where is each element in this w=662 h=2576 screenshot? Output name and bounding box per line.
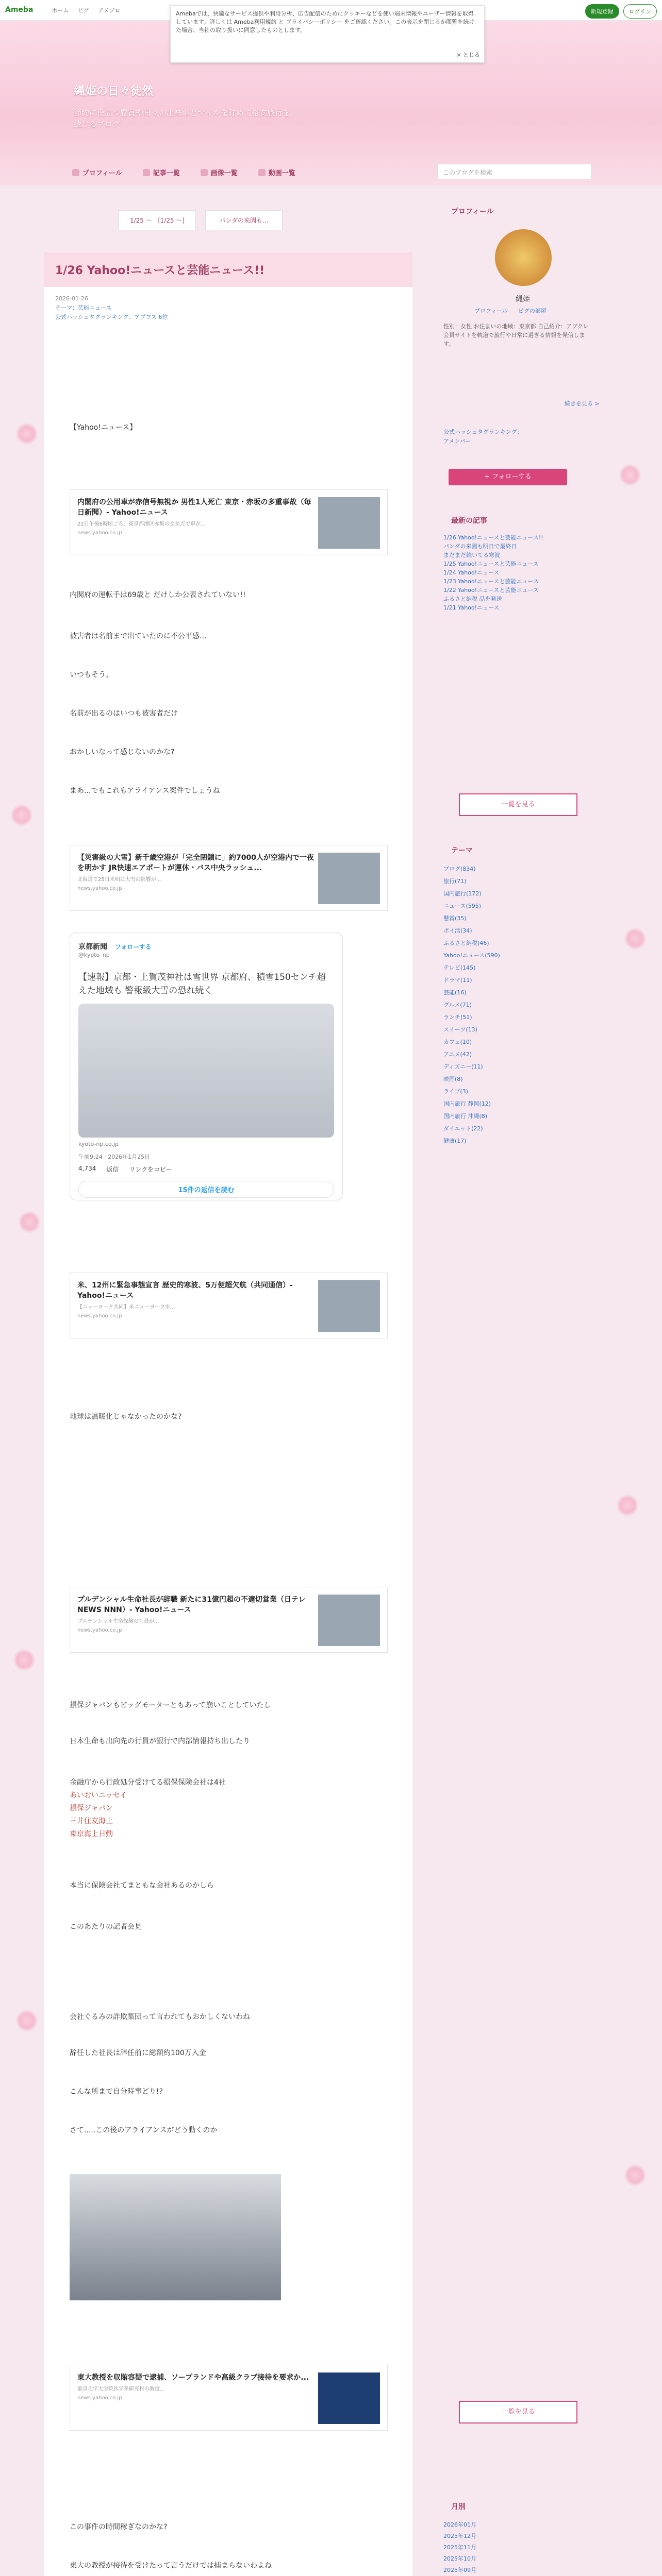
nav-pigg[interactable]: ピグ <box>77 7 89 14</box>
entry-meta <box>44 287 412 329</box>
flower-decoration <box>624 2164 647 2187</box>
theme-item[interactable]: 国内旅行 静岡(12) <box>443 1100 491 1107</box>
news-card[interactable] <box>70 2365 388 2431</box>
list-item: 損保ジャパン <box>70 1804 113 1812</box>
paragraph: 損保ジャパンもビッグモーターともあって崩いことしていたし <box>70 1701 271 1709</box>
news-card-title: プルデンシャル生命社長が辞職 新たに31億円超の不適切営業（日テレNEWS NNN）- Yahoo!ニュース <box>77 1596 306 1614</box>
tweet-timestamp[interactable]: 午前9:24 · 2026年1月25日 <box>78 1154 151 1160</box>
tweet-handle: @kyoto_np <box>78 952 110 958</box>
blog-title[interactable]: 縄姫の日々徒然 <box>74 85 154 98</box>
news-card-thumbnail <box>318 853 380 904</box>
news-card[interactable] <box>70 1273 388 1338</box>
news-card-desc: 北海道で25日未明に大雪の影響が... <box>77 877 161 883</box>
month-list <box>443 2519 583 2576</box>
theme-heading: テーマ <box>451 846 473 855</box>
tweet-like-count[interactable]: 4,734 <box>78 1165 96 1172</box>
tweet-copy-link-button[interactable]: リンクをコピー <box>129 1166 172 1173</box>
ranking-links <box>443 428 522 446</box>
profile-heading: プロフィール <box>451 208 494 216</box>
paragraph: 地球は温暖化じゃなかったのかな? <box>70 1413 182 1421</box>
nav-videos[interactable]: 動画一覧 <box>258 167 295 177</box>
press-conference-image[interactable] <box>70 2174 281 2300</box>
theme-item[interactable]: ランチ(51) <box>443 1014 472 1021</box>
news-card-site: news.yahoo.co.jp <box>77 1313 122 1319</box>
paragraph: 被害者は名前まで出ていたのに不公平感... <box>70 632 207 640</box>
blog-description: 節約に役立つ懸賞や日々の出来事とマイルを貯めて格安旅行を続けるブログ <box>74 108 290 129</box>
recent-item[interactable]: まだまだ続いてる寒波 <box>443 552 500 558</box>
month-item[interactable]: 2025年10月 <box>443 2555 476 2562</box>
avatar[interactable] <box>495 229 552 286</box>
cookie-notice-text: Amebaでは、快適なサービス提供や利用分析、広告配信のためにクッキーなどを使い端末情報やユーザー情報を取得しています。詳しくは Ameba利用規約 と プライバシーポリシー をご確認ください。この表示を閉じるか閲覧を続けた場合、当社の取り扱いに同意したものとします。 <box>176 10 475 33</box>
theme-list <box>443 863 583 1147</box>
news-card-thumbnail <box>318 1280 380 1332</box>
ameba-logo[interactable]: Ameba <box>5 6 34 14</box>
flower-decoration <box>616 1494 639 1517</box>
tweet-image[interactable] <box>78 1004 334 1138</box>
profile-bio: 性別：女性 お住まいの地域：東京都 自己紹介：アブクレ会員サイトを軌道で旅行や日常に過ぎる情報を発信します。 <box>443 323 589 347</box>
paragraph: まあ...でもこれもアライアンス案件でしょうね <box>70 787 220 795</box>
monthly-heading: 月別 <box>451 2503 466 2511</box>
news-card-title: 【災害級の大雪】新千歳空港が「完全閉鎖に」約7000人が空港内で一夜を明かす JR快速エアポートが運休・バス中央ラッシュ... <box>77 854 314 872</box>
profile-icon <box>72 169 79 176</box>
news-card-title: 東大教授を収賄容疑で逮捕、ソープランドや高級クラブ接待を要求か... <box>77 2374 309 2382</box>
theme-more-button[interactable]: 一覧を見る <box>459 2401 577 2424</box>
recent-item[interactable]: 1/24 Yahoo!ニュース <box>443 569 500 576</box>
recent-item[interactable]: パンダの来園も明日で最終日 <box>443 543 517 550</box>
list-item: あいおいニッセイ <box>70 1791 127 1800</box>
tweet-text: 【速報】京都・上賀茂神社は雪世界 京都府、積雪150センチ超えた地域も 警報級大雪の恐れ続く <box>78 972 326 996</box>
hashtag-ranking-link[interactable]: 公式ハッシュタグランキング： <box>443 429 523 435</box>
nav-images[interactable]: 画像一覧 <box>201 167 238 177</box>
nav-entries[interactable]: 記事一覧 <box>143 167 180 177</box>
news-card-title: 内閣府の公用車が赤信号無視か 男性1人死亡 東京・赤坂の多重事故（毎日新聞）- Yahoo!ニュース <box>77 498 311 517</box>
news-card-desc: 東京大学大学院医学系研究科の教授... <box>77 2386 165 2392</box>
paragraph: 金融庁から行政処分受けてる損保保険会社は4社 <box>70 1778 226 1787</box>
month-item[interactable]: 2025年11月 <box>443 2544 476 2551</box>
news-card-site: news.yahoo.co.jp <box>77 1628 122 1633</box>
theme-item[interactable]: ライブ(3) <box>443 1088 468 1095</box>
flower-decoration <box>624 927 647 950</box>
tweet-follow-button[interactable]: フォローする <box>114 943 152 951</box>
theme-item[interactable]: グルメ(71) <box>443 1002 472 1008</box>
paragraph: 辞任した社長は辞任前に総額約100万入金 <box>70 2049 206 2057</box>
cookie-notice <box>170 5 485 63</box>
theme-item[interactable]: ダイエット(22) <box>443 1125 483 1132</box>
theme-item[interactable]: 旅行(71) <box>443 878 467 885</box>
follow-button[interactable]: + フォローする <box>449 469 567 485</box>
register-button[interactable]: 新規登録 <box>585 4 619 19</box>
recent-item[interactable]: 1/21 Yahoo!ニュース <box>443 604 500 611</box>
paragraph: 名前が出るのはいつも被害者だけ <box>70 709 178 718</box>
flower-decoration <box>13 1649 36 1671</box>
recent-more-button[interactable]: 一覧を見る <box>459 793 577 816</box>
nav-ameblo[interactable]: アメブロ <box>98 7 121 14</box>
theme-item[interactable]: 国内旅行 沖縄(8) <box>443 1113 488 1120</box>
theme-item[interactable]: ポイ活(34) <box>443 927 472 934</box>
tweet-author[interactable]: 京都新聞 <box>78 943 107 951</box>
tweet-reply-button[interactable]: 返信 <box>106 1166 119 1173</box>
flower-decoration <box>10 804 33 826</box>
flower-decoration <box>18 1211 41 1233</box>
list-item: 三井住友海上 <box>70 1817 113 1825</box>
tweet-actions <box>78 1165 334 1174</box>
embedded-tweet[interactable] <box>70 933 343 1200</box>
top-nav <box>52 6 127 14</box>
theme-item[interactable]: アニメ(42) <box>443 1051 472 1058</box>
paragraph: 会社ぐるみの詐欺集団って言われてもおかしくないわね <box>70 2013 250 2021</box>
recent-item[interactable]: 1/26 Yahoo!ニュースと芸能ニュース!! <box>443 534 543 541</box>
list-item: 東京海上日動 <box>70 1830 113 1838</box>
nav-home[interactable]: ホーム <box>52 7 69 14</box>
entry-theme-link[interactable]: テーマ：芸能ニュース <box>55 304 112 311</box>
login-button[interactable]: ログイン <box>623 4 657 19</box>
news-card-desc: 【ニューヨーク共同】米ニューヨーク市... <box>77 1304 175 1310</box>
theme-item[interactable]: ふるさと納税(46) <box>443 940 489 946</box>
paragraph: こんな所まで自分時事どり!? <box>70 2088 163 2096</box>
theme-item[interactable]: ドラマ(11) <box>443 977 472 984</box>
paragraph: 内閣府の運転手は69歳と だけしか公表されていない!! <box>70 591 246 599</box>
profile-links <box>474 307 547 315</box>
list-icon <box>143 169 150 176</box>
flower-decoration <box>619 464 641 486</box>
theme-item[interactable]: 健康(17) <box>443 1138 467 1144</box>
recent-item[interactable]: 1/25 Yahoo!ニュースと芸能ニュース <box>443 561 539 567</box>
theme-item[interactable]: 映画(8) <box>443 1076 463 1082</box>
paragraph: 本当に保険会社てまともな会社あるのかしら <box>70 1882 214 1890</box>
news-card-thumbnail <box>318 497 380 549</box>
news-card-site: news.yahoo.co.jp <box>77 2395 122 2401</box>
flower-decoration <box>15 2009 38 2032</box>
news-card[interactable] <box>70 1587 388 1653</box>
news-card-site: news.yahoo.co.jp <box>77 530 122 536</box>
prev-entry-button[interactable]: 1/25 ～ 〔1/25 ～] <box>119 210 196 230</box>
entry-pager <box>119 210 283 230</box>
news-card-site: news.yahoo.co.jp <box>77 886 122 891</box>
blog-search-input[interactable]: このブログを検索 <box>437 164 592 179</box>
news-card-thumbnail <box>318 1595 380 1646</box>
month-item[interactable]: 2026年01月 <box>443 2521 476 2528</box>
news-card-thumbnail <box>318 2372 380 2424</box>
pigg-room-link[interactable]: ピグの部屋 <box>518 308 547 314</box>
theme-item[interactable]: スイーツ(13) <box>443 1026 477 1033</box>
image-icon <box>201 169 208 176</box>
news-card[interactable] <box>70 489 388 555</box>
recent-item[interactable]: ふるさと納税 品を発送 <box>443 596 502 602</box>
recent-item[interactable]: 1/23 Yahoo!ニュースと芸能ニュース <box>443 578 539 585</box>
cookie-close-button[interactable]: × とじる <box>456 52 480 58</box>
news-card-title: 米、12州に緊急事態宣言 歴史的寒波、5万便超欠航（共同通信）- Yahoo!ニュース <box>77 1281 293 1300</box>
theme-item[interactable]: 芸能(16) <box>443 989 467 996</box>
entry-hashtag-ranking[interactable]: 公式ハッシュタグランキング：アプフス 6位 <box>55 314 168 320</box>
recent-item[interactable]: 1/22 Yahoo!ニュースと芸能ニュース <box>443 587 539 594</box>
paragraph: おかしいなって感じないのかな? <box>70 748 175 756</box>
paragraph: さて.....この後のアライアンスがどう動くのか <box>70 2126 218 2134</box>
month-item[interactable]: 2025年12月 <box>443 2533 476 2539</box>
news-card-desc: プルデンシャル生命保険の社員が... <box>77 1619 159 1624</box>
tweet-read-replies-button[interactable]: 15件の返信を読む <box>78 1181 334 1198</box>
theme-item[interactable]: 国内旅行(172) <box>443 890 482 897</box>
news-card-desc: 22日午後6時頃ごろ、東京都港区赤坂の交差点で車が... <box>77 521 206 527</box>
flower-decoration <box>15 422 38 445</box>
theme-item[interactable]: テレビ(145) <box>443 964 476 971</box>
theme-item[interactable]: カフェ(10) <box>443 1039 472 1045</box>
page-title[interactable]: 1/26 Yahoo!ニュースと芸能ニュース!! <box>44 252 412 287</box>
profile-link[interactable]: プロフィール <box>474 308 508 314</box>
video-icon <box>258 169 266 176</box>
paragraph: いつもそう、 <box>70 671 113 679</box>
profile-more-link[interactable]: 続きを見る > <box>565 400 600 407</box>
theme-item[interactable]: Yahoo!ニュース(590) <box>443 952 500 959</box>
tweet-link-caption[interactable]: kyoto-np.co.jp <box>78 1141 119 1147</box>
paragraph: 日本生命も出向先の行員が銀行で内部情報持ち出したり <box>70 1737 250 1745</box>
theme-item[interactable]: ブログ(834) <box>443 866 476 872</box>
theme-item[interactable]: 懸賞(35) <box>443 915 467 922</box>
news-card[interactable] <box>70 845 388 911</box>
amember-link[interactable]: アメンバー <box>443 438 471 445</box>
entry-date: 2026-01-26 <box>55 295 88 302</box>
section-heading: 【Yahoo!ニュース】 <box>70 423 137 432</box>
global-nav <box>72 167 295 177</box>
paragraph: このあたりの記者会見 <box>70 1923 142 1931</box>
profile-name[interactable]: 縄姫 <box>516 295 530 303</box>
paragraph: 東大の教授が接待を受けたって言うだけでは捕まらないわよね <box>70 2562 272 2570</box>
theme-item[interactable]: ニュース(595) <box>443 903 482 909</box>
month-item[interactable]: 2025年09月 <box>443 2567 476 2573</box>
nav-profile[interactable]: プロフィール <box>72 167 122 177</box>
paragraph: この事件の時間稼ぎなのかな? <box>70 2523 168 2531</box>
next-entry-button[interactable]: パンダの来園も... <box>205 210 283 230</box>
account-actions <box>585 4 657 19</box>
recent-heading: 最新の記事 <box>451 517 487 525</box>
recent-list <box>443 533 583 612</box>
theme-item[interactable]: ディズニー(11) <box>443 1063 483 1070</box>
